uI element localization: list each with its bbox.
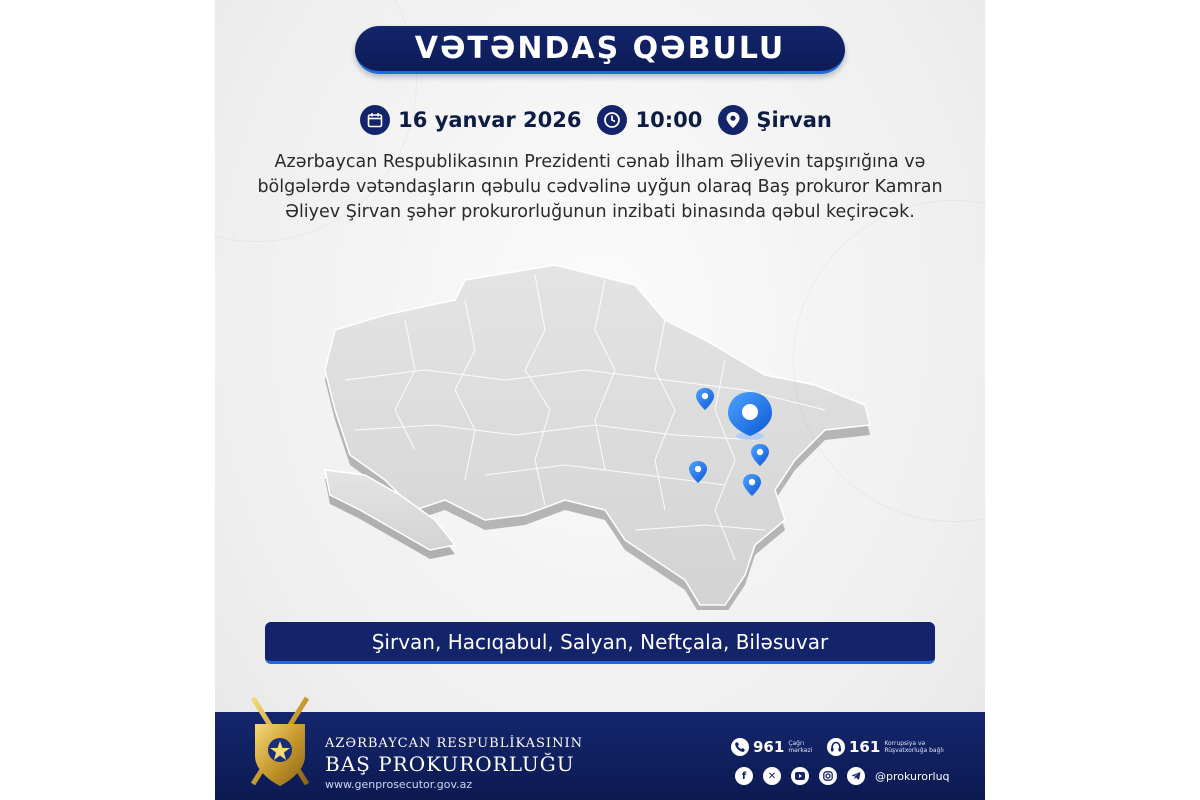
youtube-icon[interactable] — [791, 767, 809, 785]
location-pin-icon — [718, 105, 748, 135]
facebook-icon[interactable]: f — [735, 767, 753, 785]
telegram-icon[interactable] — [847, 767, 865, 785]
hotline-161[interactable] — [827, 738, 950, 756]
hotline2-number: 161 — [849, 738, 881, 756]
headset-icon — [827, 738, 845, 756]
announcement-description: Azərbaycan Respublikasının Prezidenti cənab İlham Əliyevin tapşırığına və bölgələrdə vətəndaşların qəbulu cədvəlinə uyğun olaraq Baş prokuror Kamran Əliyev Şirvan şəhər prokurorluğunun inzibati binasında qəbul keçirəcək. — [257, 152, 943, 222]
social-handle[interactable]: @prokurorluq — [875, 769, 950, 783]
regions-list: Şirvan, Hacıqabul, Salyan, Neftçala, Biləsuvar — [371, 629, 829, 654]
event-date: 16 yanvar 2026 — [398, 108, 582, 132]
regions-bar — [265, 622, 935, 664]
instagram-icon[interactable] — [819, 767, 837, 785]
hotline2-label: Korrupsiya və Rüşvətxorluğa bağlı — [884, 740, 944, 754]
website-link[interactable]: www.genprosecutor.gov.az — [325, 778, 473, 791]
announcement-poster — [215, 0, 985, 800]
prosecutor-emblem — [245, 694, 315, 798]
page-title: VƏTƏNDAŞ QƏBULU — [414, 31, 786, 66]
footer — [215, 712, 985, 800]
azerbaijan-map — [305, 260, 885, 610]
org-name-line1: AZƏRBAYCAN RESPUBLİKASININ — [325, 736, 583, 751]
phone-icon — [731, 738, 749, 756]
hotline1-number: 961 — [753, 738, 785, 756]
x-icon[interactable]: ✕ — [763, 767, 781, 785]
clock-icon — [597, 105, 627, 135]
hotline-961[interactable] — [731, 738, 820, 756]
calendar-icon — [360, 105, 390, 135]
social-links — [735, 767, 950, 785]
org-name-line2: BAŞ PROKURORLUĞU — [325, 752, 575, 776]
title-banner — [355, 26, 845, 74]
event-location: Şirvan — [756, 108, 832, 132]
event-time: 10:00 — [635, 108, 703, 132]
event-info-row — [215, 104, 985, 136]
hotline1-label: Çağrı mərkəzi — [788, 740, 813, 754]
